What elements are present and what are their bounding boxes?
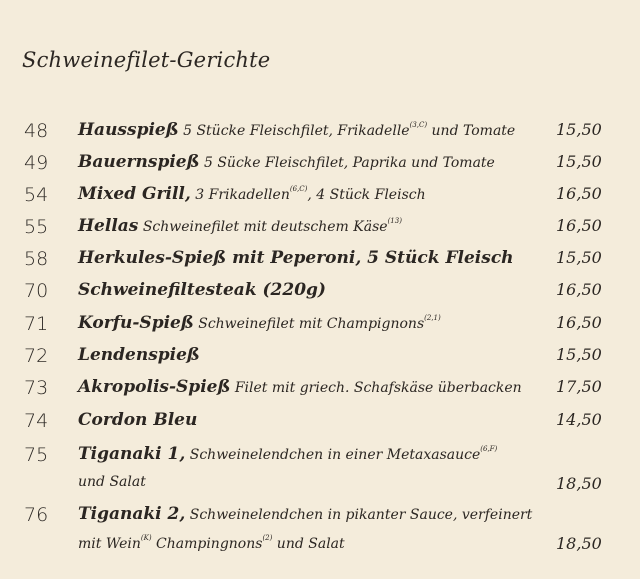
dish-title: Tiganaki 2, [78,504,186,524]
item-number: 70 [24,280,49,302]
allergen-code: (6,F) [480,445,498,453]
dish-title: Schweinefiltesteak (220g) [78,280,326,300]
dish-name [78,184,426,204]
dish-price: 18,50 [556,474,602,493]
dish-price: 16,50 [556,216,602,235]
dish-name [78,120,515,140]
dish-description-cont [78,534,345,552]
item-number: 75 [24,444,49,466]
dish-title: Hausspieß [78,120,179,140]
dish-title: Hellas [78,216,139,236]
allergen-code: (K) [140,534,152,542]
dish-price: 16,50 [556,184,602,203]
section-title: Schweinefilet-Gerichte [22,48,271,72]
dish-description: Schweinefilet mit Champignons [193,316,425,332]
dish-price: 14,50 [556,410,602,429]
item-number: 58 [24,248,49,270]
dish-name [78,345,200,365]
allergen-code: (13) [387,217,402,225]
dish-name [78,248,514,268]
dish-title: Tiganaki 1, [78,444,186,464]
dish-title: Herkules-Spieß mit Peperoni, 5 Stück Fleisch [78,248,514,268]
dish-description: Schweinefilet mit deutschem Käse [138,219,388,235]
dish-description-part: Champingnons [151,536,263,552]
dish-price: 15,50 [556,345,602,364]
dish-description: 5 Stücke Fleischfilet, Frikadelle [178,123,410,139]
dish-description: und Tomate [427,123,516,139]
dish-name [78,444,497,464]
item-number: 76 [24,504,49,526]
dish-description: Filet mit griech. Schafskäse überbacken [230,380,522,396]
allergen-code: (2) [262,534,273,542]
dish-title: Bauernspieß [78,152,200,172]
dish-price: 18,50 [556,534,602,553]
dish-description-cont: und Salat [78,474,146,490]
dish-price: 15,50 [556,120,602,139]
dish-price: 16,50 [556,280,602,299]
allergen-code: (3,C) [409,121,428,129]
dish-description: Schweinelendchen in pikanter Sauce, verfeinert [185,507,533,523]
dish-price: 15,50 [556,152,602,171]
item-number: 73 [24,377,49,399]
dish-description-part: und Salat [272,536,345,552]
dish-title: Korfu-Spieß [78,313,194,333]
dish-name [78,504,532,524]
dish-price: 16,50 [556,313,602,332]
allergen-code: (6,C) [289,185,308,193]
dish-name [78,410,197,430]
dish-description: 5 Sücke Fleischfilet, Paprika und Tomate [199,155,495,171]
dish-title: Lendenspieß [78,345,200,365]
dish-name [78,280,326,300]
dish-title: Akropolis-Spieß [78,377,231,397]
item-number: 71 [24,313,49,335]
dish-description: 3 Frikadellen [190,187,290,203]
item-number: 55 [24,216,49,238]
dish-description: , 4 Stück Fleisch [307,187,426,203]
item-number: 54 [24,184,49,206]
dish-name [78,216,402,236]
allergen-code: (2,1) [424,314,441,322]
item-number: 74 [24,410,49,432]
dish-price: 17,50 [556,377,602,396]
dish-name [78,152,495,172]
item-number: 72 [24,345,49,367]
item-number: 49 [24,152,49,174]
item-number: 48 [24,120,49,142]
dish-description-part: mit Wein [78,536,141,552]
dish-name [78,377,522,397]
dish-description: Schweinelendchen in einer Metaxasauce [185,447,481,463]
dish-title: Cordon Bleu [78,410,198,430]
dish-name [78,313,441,333]
dish-title: Mixed Grill, [78,184,191,204]
dish-price: 15,50 [556,248,602,267]
